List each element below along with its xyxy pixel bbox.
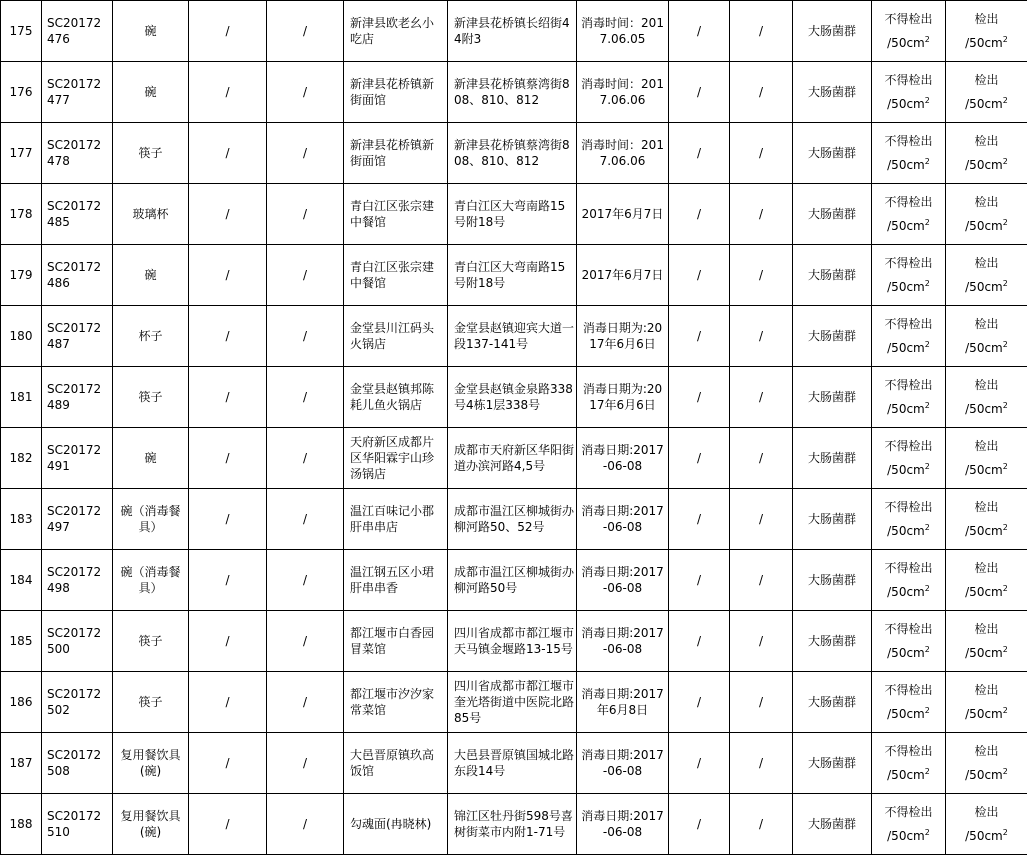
standard-value-unit: /50cm 2 (887, 341, 930, 355)
blank-cell: / (669, 306, 730, 367)
sample-item: 筷子 (113, 367, 189, 428)
result-value-unit: /50cm 2 (965, 463, 1008, 477)
standard-value (872, 184, 946, 245)
blank-cell: / (730, 489, 793, 550)
blank-cell: / (669, 245, 730, 306)
sample-code: SC20172497 (42, 489, 113, 550)
sample-item: 玻璃杯 (113, 184, 189, 245)
test-item: 大肠菌群 (793, 1, 872, 62)
disinfection-date: 消毒日期:2017-06-08 (577, 550, 669, 611)
business-address: 新津县花桥镇长绍街44附3 (448, 1, 577, 62)
business-name: 都江堰市白香园冒菜馆 (344, 611, 448, 672)
business-address: 金堂县赵镇迎宾大道一段137-141号 (448, 306, 577, 367)
sample-code: SC20172498 (42, 550, 113, 611)
sample-item: 复用餐饮具(碗) (113, 733, 189, 794)
sample-code: SC20172487 (42, 306, 113, 367)
blank-cell: / (669, 733, 730, 794)
sample-item: 复用餐饮具(碗) (113, 794, 189, 855)
standard-value-line1: 不得检出 (884, 378, 933, 392)
standard-value-line1: 不得检出 (884, 73, 933, 87)
sample-code: SC20172485 (42, 184, 113, 245)
disinfection-date: 消毒日期为:2017年6月6日 (577, 367, 669, 428)
sample-item: 筷子 (113, 123, 189, 184)
result-value (946, 794, 1027, 855)
business-name: 天府新区成都片区华阳霖宇山珍汤锅店 (344, 428, 448, 489)
standard-value-line1: 不得检出 (884, 12, 933, 26)
disinfection-date: 消毒日期:2017-06-08 (577, 794, 669, 855)
blank-cell: / (189, 1, 267, 62)
disinfection-date: 2017年6月7日 (577, 184, 669, 245)
standard-value-unit: /50cm 2 (887, 219, 930, 233)
table-row (1, 62, 1027, 123)
business-name: 金堂县川江码头火锅店 (344, 306, 448, 367)
blank-cell: / (189, 62, 267, 123)
standard-value-unit: /50cm 2 (887, 768, 930, 782)
result-value (946, 123, 1027, 184)
row-number: 177 (1, 123, 42, 184)
business-address: 四川省成都市都江堰市奎光塔街道中医院北路85号 (448, 672, 577, 733)
sample-code: SC20172508 (42, 733, 113, 794)
row-number: 180 (1, 306, 42, 367)
standard-value-unit: /50cm 2 (887, 36, 930, 50)
test-item: 大肠菌群 (793, 245, 872, 306)
blank-cell: / (669, 550, 730, 611)
blank-cell: / (669, 1, 730, 62)
result-value-line1: 检出 (974, 195, 999, 209)
business-address: 大邑县晋原镇国城北路东段14号 (448, 733, 577, 794)
result-value (946, 306, 1027, 367)
test-item: 大肠菌群 (793, 62, 872, 123)
result-value-line1: 检出 (974, 73, 999, 87)
table-row (1, 489, 1027, 550)
result-value-line1: 检出 (974, 683, 999, 697)
result-value-unit: /50cm 2 (965, 97, 1008, 111)
table-row (1, 794, 1027, 855)
blank-cell: / (189, 123, 267, 184)
result-value-line1: 检出 (974, 622, 999, 636)
row-number: 181 (1, 367, 42, 428)
test-item: 大肠菌群 (793, 550, 872, 611)
result-value-unit: /50cm 2 (965, 524, 1008, 538)
standard-value-line1: 不得检出 (884, 561, 933, 575)
blank-cell: / (669, 62, 730, 123)
business-address: 青白江区大弯南路15号附18号 (448, 184, 577, 245)
sample-code: SC20172489 (42, 367, 113, 428)
standard-value-line1: 不得检出 (884, 622, 933, 636)
result-value-line1: 检出 (974, 500, 999, 514)
result-value-line1: 检出 (974, 317, 999, 331)
result-value-unit: /50cm 2 (965, 36, 1008, 50)
table-row (1, 1, 1027, 62)
standard-value-line1: 不得检出 (884, 134, 933, 148)
sample-code: SC20172476 (42, 1, 113, 62)
standard-value-unit: /50cm 2 (887, 463, 930, 477)
row-number: 175 (1, 1, 42, 62)
sample-code: SC20172510 (42, 794, 113, 855)
result-value (946, 184, 1027, 245)
business-name: 新津县花桥镇新街面馆 (344, 123, 448, 184)
test-item: 大肠菌群 (793, 367, 872, 428)
result-value (946, 62, 1027, 123)
result-value-unit: /50cm 2 (965, 585, 1008, 599)
business-address: 新津县花桥镇蔡湾街808、810、812 (448, 62, 577, 123)
row-number: 186 (1, 672, 42, 733)
blank-cell: / (730, 184, 793, 245)
business-name: 新津县欧老幺小吃店 (344, 1, 448, 62)
table-row (1, 733, 1027, 794)
result-value (946, 672, 1027, 733)
standard-value-unit: /50cm 2 (887, 158, 930, 172)
table-body (1, 1, 1027, 855)
result-value-line1: 检出 (974, 256, 999, 270)
blank-cell: / (730, 672, 793, 733)
standard-value-unit: /50cm 2 (887, 524, 930, 538)
result-value (946, 1, 1027, 62)
blank-cell: / (730, 123, 793, 184)
blank-cell: / (267, 733, 344, 794)
sample-code: SC20172486 (42, 245, 113, 306)
sample-code: SC20172500 (42, 611, 113, 672)
blank-cell: / (267, 611, 344, 672)
result-value-line1: 检出 (974, 561, 999, 575)
sample-item: 碗 (113, 1, 189, 62)
blank-cell: / (730, 62, 793, 123)
blank-cell: / (267, 184, 344, 245)
standard-value-line1: 不得检出 (884, 805, 933, 819)
result-value-line1: 检出 (974, 378, 999, 392)
business-address: 青白江区大弯南路15号附18号 (448, 245, 577, 306)
result-value-unit: /50cm 2 (965, 158, 1008, 172)
business-address: 成都市温江区柳城街办柳河路50号 (448, 550, 577, 611)
blank-cell: / (189, 672, 267, 733)
row-number: 184 (1, 550, 42, 611)
standard-value (872, 245, 946, 306)
blank-cell: / (669, 367, 730, 428)
blank-cell: / (730, 428, 793, 489)
result-value (946, 733, 1027, 794)
row-number: 183 (1, 489, 42, 550)
disinfection-date: 消毒日期:2017-06-08 (577, 733, 669, 794)
standard-value-unit: /50cm 2 (887, 97, 930, 111)
sample-code: SC20172477 (42, 62, 113, 123)
test-item: 大肠菌群 (793, 611, 872, 672)
result-value (946, 611, 1027, 672)
standard-value-unit: /50cm 2 (887, 585, 930, 599)
standard-value-line1: 不得检出 (884, 195, 933, 209)
test-item: 大肠菌群 (793, 306, 872, 367)
result-value-line1: 检出 (974, 12, 999, 26)
blank-cell: / (267, 1, 344, 62)
row-number: 182 (1, 428, 42, 489)
table-row (1, 550, 1027, 611)
result-value-unit: /50cm 2 (965, 402, 1008, 416)
sample-item: 碗 (113, 428, 189, 489)
test-item: 大肠菌群 (793, 733, 872, 794)
standard-value-line1: 不得检出 (884, 256, 933, 270)
result-value-line1: 检出 (974, 439, 999, 453)
test-item: 大肠菌群 (793, 794, 872, 855)
blank-cell: / (189, 184, 267, 245)
business-address: 四川省成都市都江堰市天马镇金堰路13-15号 (448, 611, 577, 672)
test-item: 大肠菌群 (793, 184, 872, 245)
blank-cell: / (189, 489, 267, 550)
business-name: 勾魂面(冉晓林) (344, 794, 448, 855)
standard-value (872, 367, 946, 428)
result-value-unit: /50cm 2 (965, 768, 1008, 782)
result-value-unit: /50cm 2 (965, 829, 1008, 843)
blank-cell: / (669, 184, 730, 245)
sample-item: 杯子 (113, 306, 189, 367)
table-row (1, 306, 1027, 367)
standard-value (872, 123, 946, 184)
row-number: 188 (1, 794, 42, 855)
blank-cell: / (730, 733, 793, 794)
standard-value (872, 306, 946, 367)
result-value (946, 428, 1027, 489)
result-value (946, 367, 1027, 428)
business-name: 金堂县赵镇邦陈耗儿鱼火锅店 (344, 367, 448, 428)
standard-value-unit: /50cm 2 (887, 829, 930, 843)
standard-value-unit: /50cm 2 (887, 280, 930, 294)
disinfection-date: 消毒时间：2017.06.05 (577, 1, 669, 62)
blank-cell: / (189, 733, 267, 794)
blank-cell: / (730, 794, 793, 855)
test-item: 大肠菌群 (793, 672, 872, 733)
standard-value (872, 794, 946, 855)
blank-cell: / (189, 550, 267, 611)
blank-cell: / (267, 794, 344, 855)
disinfection-date: 消毒日期为:2017年6月6日 (577, 306, 669, 367)
business-address: 成都市天府新区华阳街道办滨河路4,5号 (448, 428, 577, 489)
business-name: 大邑晋原镇玖高饭馆 (344, 733, 448, 794)
result-value (946, 489, 1027, 550)
blank-cell: / (730, 306, 793, 367)
table-row (1, 367, 1027, 428)
table-row (1, 184, 1027, 245)
blank-cell: / (730, 1, 793, 62)
result-value-line1: 检出 (974, 744, 999, 758)
business-name: 温江百味记小郡肝串串店 (344, 489, 448, 550)
sample-item: 碗（消毒餐具） (113, 489, 189, 550)
blank-cell: / (669, 794, 730, 855)
sample-code: SC20172491 (42, 428, 113, 489)
blank-cell: / (267, 306, 344, 367)
result-value-unit: /50cm 2 (965, 219, 1008, 233)
disinfection-date: 2017年6月7日 (577, 245, 669, 306)
table-row (1, 428, 1027, 489)
standard-value-unit: /50cm 2 (887, 402, 930, 416)
blank-cell: / (669, 489, 730, 550)
result-value-unit: /50cm 2 (965, 707, 1008, 721)
test-item: 大肠菌群 (793, 123, 872, 184)
blank-cell: / (730, 367, 793, 428)
test-item: 大肠菌群 (793, 489, 872, 550)
standard-value-line1: 不得检出 (884, 683, 933, 697)
business-name: 都江堰市汐汐家常菜馆 (344, 672, 448, 733)
sample-item: 碗 (113, 245, 189, 306)
blank-cell: / (189, 367, 267, 428)
blank-cell: / (730, 611, 793, 672)
row-number: 187 (1, 733, 42, 794)
standard-value (872, 62, 946, 123)
result-value-line1: 检出 (974, 134, 999, 148)
standard-value-line1: 不得检出 (884, 317, 933, 331)
blank-cell: / (267, 550, 344, 611)
standard-value (872, 489, 946, 550)
sample-item: 碗（消毒餐具） (113, 550, 189, 611)
standard-value (872, 428, 946, 489)
table-row (1, 245, 1027, 306)
row-number: 176 (1, 62, 42, 123)
sample-code: SC20172478 (42, 123, 113, 184)
blank-cell: / (189, 611, 267, 672)
blank-cell: / (189, 245, 267, 306)
blank-cell: / (669, 611, 730, 672)
result-value-line1: 检出 (974, 805, 999, 819)
result-value-unit: /50cm 2 (965, 341, 1008, 355)
disinfection-date: 消毒日期:2017-06-08 (577, 428, 669, 489)
blank-cell: / (267, 245, 344, 306)
disinfection-date: 消毒日期:2017年6月8日 (577, 672, 669, 733)
table-row (1, 123, 1027, 184)
blank-cell: / (267, 123, 344, 184)
blank-cell: / (669, 428, 730, 489)
blank-cell: / (730, 550, 793, 611)
test-item: 大肠菌群 (793, 428, 872, 489)
result-value-unit: /50cm 2 (965, 280, 1008, 294)
business-address: 新津县花桥镇蔡湾街808、810、812 (448, 123, 577, 184)
row-number: 178 (1, 184, 42, 245)
sample-item: 碗 (113, 62, 189, 123)
blank-cell: / (267, 428, 344, 489)
business-name: 温江钢五区小珺肝串串香 (344, 550, 448, 611)
blank-cell: / (267, 367, 344, 428)
blank-cell: / (267, 672, 344, 733)
standard-value-unit: /50cm 2 (887, 707, 930, 721)
disinfection-date: 消毒日期:2017-06-08 (577, 611, 669, 672)
disinfection-date: 消毒日期:2017-06-08 (577, 489, 669, 550)
standard-value (872, 550, 946, 611)
standard-value-line1: 不得检出 (884, 500, 933, 514)
sample-code: SC20172502 (42, 672, 113, 733)
business-address: 金堂县赵镇金泉路338号4栋1层338号 (448, 367, 577, 428)
business-name: 青白江区张宗建中餐馆 (344, 245, 448, 306)
blank-cell: / (267, 62, 344, 123)
table-row (1, 611, 1027, 672)
standard-value (872, 733, 946, 794)
blank-cell: / (189, 306, 267, 367)
business-name: 青白江区张宗建中餐馆 (344, 184, 448, 245)
standard-value-line1: 不得检出 (884, 439, 933, 453)
result-value-unit: /50cm 2 (965, 646, 1008, 660)
business-name: 新津县花桥镇新街面馆 (344, 62, 448, 123)
blank-cell: / (730, 245, 793, 306)
blank-cell: / (267, 489, 344, 550)
blank-cell: / (669, 123, 730, 184)
standard-value (872, 1, 946, 62)
sample-item: 筷子 (113, 672, 189, 733)
standard-value (872, 672, 946, 733)
business-address: 成都市温江区柳城街办柳河路50、52号 (448, 489, 577, 550)
sample-item: 筷子 (113, 611, 189, 672)
standard-value (872, 611, 946, 672)
row-number: 179 (1, 245, 42, 306)
blank-cell: / (669, 672, 730, 733)
disinfection-date: 消毒时间：2017.06.06 (577, 62, 669, 123)
result-value (946, 245, 1027, 306)
result-value (946, 550, 1027, 611)
standard-value-line1: 不得检出 (884, 744, 933, 758)
blank-cell: / (189, 428, 267, 489)
standard-value-unit: /50cm 2 (887, 646, 930, 660)
disinfection-date: 消毒时间：2017.06.06 (577, 123, 669, 184)
table-row (1, 672, 1027, 733)
row-number: 185 (1, 611, 42, 672)
blank-cell: / (189, 794, 267, 855)
business-address: 锦江区牡丹街598号喜树街菜市内附1-71号 (448, 794, 577, 855)
